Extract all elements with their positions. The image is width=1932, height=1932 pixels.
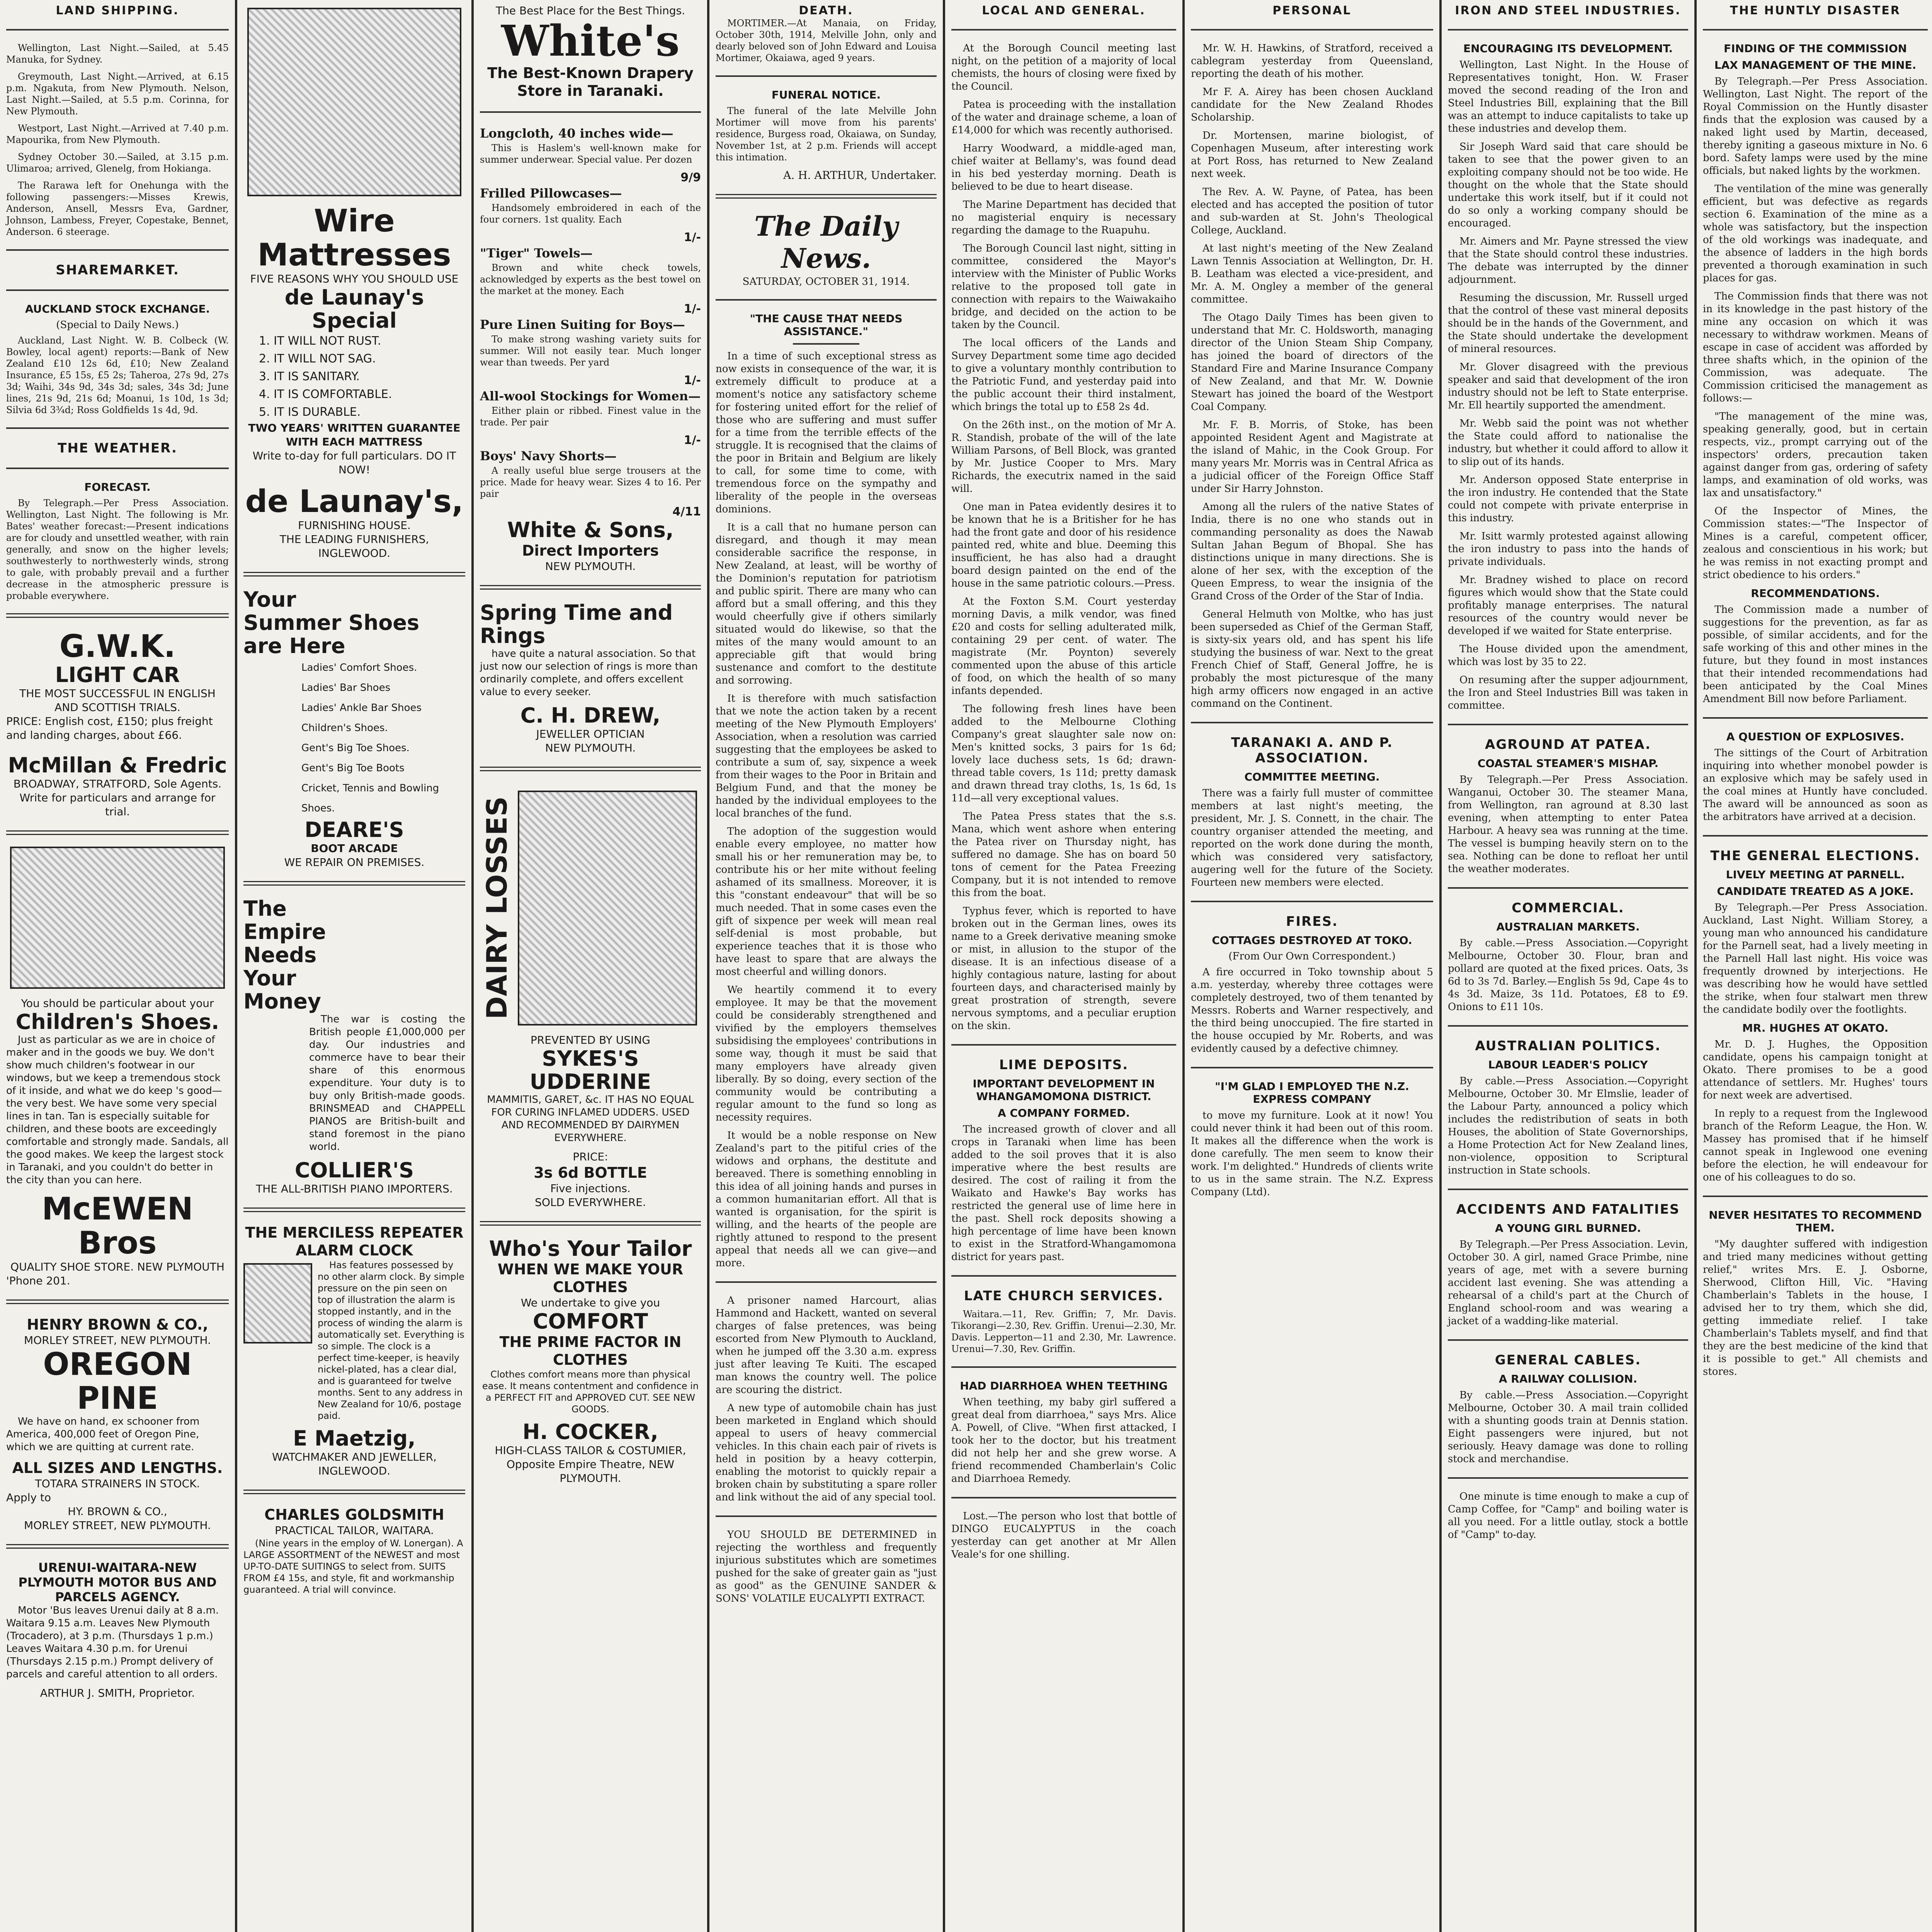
masthead: The Daily News. <box>754 210 898 274</box>
gwk-price: PRICE: English cost, £150; plus freight and landing charges, about £66. <box>6 715 213 742</box>
iron-paragraph: Wellington, Last Night. In the House of Representatives tonight, Hon. W. Fraser moved the second reading of the Iron and Steel Industries Bill, explaining that the Bill was an attempt to induce capitalists to take up these industries and develop them. <box>1448 59 1688 134</box>
cocker-name: H. COCKER, <box>522 1420 658 1444</box>
huntly-paragraph: The ventilation of the mine was generally efficient, but was defective as regards section 6. Examination of the mine as a whole was satisfactory, but the inspection of the old workings was inadequate, and the absence of ladders in the high bords prevented a thorough examination in such places for gas. <box>1703 183 1928 284</box>
dateline: SATURDAY, OCTOBER 31, 1914. <box>742 276 910 287</box>
guarantee-text: TWO YEARS' WRITTEN GUARANTEE WITH EACH MATTRESS <box>248 422 461 448</box>
item-price: 9/9 <box>680 171 701 184</box>
whites-tagline: The Best Place for the Best Things. <box>495 4 685 17</box>
empire-word: Your <box>243 966 296 990</box>
point: 3. IT IS SANITARY. <box>259 370 360 383</box>
hbrown-address: MORLEY STREET, NEW PLYMOUTH. <box>24 1334 211 1347</box>
personal-paragraph: Mr F. A. Airey has been chosen Auckland candidate for the New Zealand Rhodes Scholarship. <box>1191 86 1433 123</box>
maetzig-sub: WATCHMAKER AND JEWELLER, INGLEWOOD. <box>272 1451 437 1477</box>
point: 5. IT IS DURABLE. <box>259 405 361 419</box>
forecast-text: By Telegraph.—Per Press Association. Wellington, Last Night. The following is Mr. Bates' weather forecast:—Present indications are for cloudy and unsettled weather, with rain generally, and snow on the higher levels; southwesterly to northwesterly winds, strong to gale, with probably prevail and a further decrease in the atmospheric pressure is probable everywhere. <box>6 498 229 601</box>
sharemarket-note: (Special to Daily News.) <box>56 319 179 331</box>
lime-text: The increased growth of clover and all crops in Taranaki when lime has been added to the soil proves that it is also imperative where the best results are desired. The cost of railing it from the Waikato and Hawke's Bay works has restricted the general use of lime here in the past. Shell rock deposits showing a high percentage of lime have been known to exist in the Stratford-Whangamomona district for years past. <box>951 1124 1176 1263</box>
lime-subheading-2: A COMPANY FORMED. <box>997 1107 1130 1119</box>
fires-text: A fire occurred in Toko township about 5 a.m. yesterday, whereby three cottages were completely destroyed, two of them tenanted by Messrs. Roberts and Warner respectively, and the third being unoccupied. The fire started in the house occupied by Mr. Roberts, and was evidently caused by a defective chimney. <box>1191 966 1433 1054</box>
item-price: 1/- <box>684 374 701 387</box>
urenui-text: Motor 'Bus leaves Urenui daily at 8 a.m. Waitara 9.15 a.m. Leaves New Plymouth (Trocadero), at 3 p.m. (Thursdays 1 p.m.) Leaves Waitara 4.30 p.m. for Urenui (Thursdays 2.15 p.m.) Prompt delivery of parcels and careful attention to all orders. <box>6 1605 219 1680</box>
funeral-text: The funeral of the late Melville John Mortimer will move from his parents' residence, Burgess road, Okaiawa, on Sunday, November 1st, at 2 p.m. Friends will accept this intimation. <box>716 105 937 163</box>
urenui-ad <box>6 1560 229 1700</box>
are-here-title: are Here <box>243 634 345 658</box>
column-6 <box>1185 4 1439 1932</box>
write-text: Write to-day for full particulars. DO IT NOW! <box>252 449 456 476</box>
sold-text: SOLD EVERYWHERE. <box>535 1196 646 1209</box>
patea-text: By Telegraph.—Per Press Association. Wanganui, October 30. The steamer Mana, from Wellington, ran aground at 8.30 last evening, when attempting to enter Patea Harbour. A heavy sea was running at the time. The vessel is bumping heavily stern on to the sea. Nothing can be done to refloat her until the weather moderates. <box>1448 774 1688 875</box>
summer-shoes-ad <box>243 588 465 869</box>
shoes-intro: You should be particular about your <box>21 997 214 1010</box>
okato-heading: MR. HUGHES AT OKATO. <box>1742 1022 1889 1034</box>
alarm-clock-icon <box>243 1263 312 1344</box>
item-price: 1/- <box>684 231 701 244</box>
shoes-text: Just as particular as we are in choice of maker and in the goods we buy. We don't show much children's footwear in our windows, but we keep a tremendous stock of it inside, and what we do keep 's good—the very best. We have some very special lines in tan. Tan is especially suitable for children, and these boots are exceedingly comfortable and strongly made. Sandals, all the good makes. We keep the largest stock in Taranaki, and you couldn't do better in the city than you can here. <box>6 1034 229 1186</box>
explosives-heading: A QUESTION OF EXPLOSIVES. <box>1726 730 1905 743</box>
local-paragraph: The following fresh lines have been added to the Melbourne Clothing Company's great slaughter sale now on: Men's knitted socks, 3 pairs for 1s 6d; lovely lace duchess sets, 1s 6d; drawn-thread table covers, 1s 11d; pretty damask and drawn thread tray cloths, 1s, 1s 6d, 1s 11d—all very exceptional values. <box>951 703 1176 804</box>
never-heading: NEVER HESITATES TO RECOMMEND THEM. <box>1709 1209 1922 1234</box>
prevented-text: PREVENTED BY USING <box>531 1034 650 1046</box>
empire-word: Needs <box>243 943 317 967</box>
taranaki-text: There was a fairly full muster of committee members at last night's meeting, the president, Mr. J. S. Connett, in the chair. The country organiser attended the meeting, and reported on the work done during the month, which was considered very satisfactory, augering well for the future of the Society. Fourteen new members were elected. <box>1191 787 1433 888</box>
drew-name: C. H. DREW, <box>520 703 661 728</box>
huntly-paragraph: Of the Inspector of Mines, the Commission states:—"The Inspector of Mines is a careful, competent officer, zealous and conscientious in his work; but he was remiss in not exacting prompt and strict obedience to his orders." <box>1703 505 1928 581</box>
commercial-heading: COMMERCIAL. <box>1512 900 1624 916</box>
personal-paragraph: General Helmuth von Moltke, who has just been superseded as Chief of the German Staff, is sixty-six years old, and has spent his life studying the business of war. Next to the great French Chief of Staff, General Joffre, he is probably the most picturesque of the many high army officers now engaged in an active command on the Continent. <box>1191 609 1433 709</box>
local-paragraph: The Borough Council last night, sitting in committee, considered the Mayor's interview with the Minister of Public Works relative to the proposed toll gate in connection with repairs to the Waiwakaiho bridge, and decided on the action to be taken by the Council. <box>951 243 1176 331</box>
gwk-subtitle: LIGHT CAR <box>55 663 180 687</box>
collision-subheading: A RAILWAY COLLISION. <box>1498 1372 1638 1385</box>
item-name: Longcloth, 40 inches wide— <box>480 126 673 141</box>
oregon-text: We have on hand, ex schooner from America, 400,000 feet of Oregon Pine, which we are quitting at current rate. <box>6 1416 200 1453</box>
sykes-text: MAMMITIS, GARET, &c. IT HAS NO EQUAL FOR CURING INFLAMED UDDERS. USED AND RECOMMENDED BY DAIRYMEN EVERYWHERE. <box>487 1094 694 1144</box>
item-price: 1/- <box>684 434 701 447</box>
whites-item <box>480 244 701 316</box>
camp-coffee-ad: One minute is time enough to make a cup of Camp Coffee, for "Camp" and boiling water is all you need. For a little outlay, stock a bottle of "Camp" to-day. <box>1448 1491 1688 1541</box>
church-text: Waitara.—11, Rev. Griffin; 7, Mr. Davis. Tikorangi—2.30, Rev. Griffin. Urenui—2.30, Mr. Davis. Lepperton—11 and 2.30, Mr. Lawrence. Urenui—7.30, Rev. Griffin. <box>951 1309 1176 1354</box>
candidate-subheading: CANDIDATE TREATED AS A JOKE. <box>1717 885 1914 898</box>
shipping-heading: LAND SHIPPING. <box>56 4 179 17</box>
sharemarket-subheading: AUCKLAND STOCK EXCHANGE. <box>25 303 210 315</box>
point: 2. IT WILL NOT SAG. <box>259 352 376 366</box>
local-paragraph: The local officers of the Lands and Survey Department some time ago decided to give a voluntary monthly contribution to the Patriotic Fund, and yesterday paid into the public account their third instalment, which brings the total up to £58 2s 4d. <box>951 337 1176 413</box>
personal-paragraph: Mr. F. B. Morris, of Stoke, has been appointed Resident Agent and Magistrate at the island of Mahic, in the Cook Group. For many years Mr. Morris was in Central Africa as a judicial officer of the Foreign Office Staff under Sir Harry Johnston. <box>1191 419 1433 495</box>
apply-address: MORLEY STREET, NEW PLYMOUTH. <box>24 1519 211 1532</box>
point: 1. IT WILL NOT RUST. <box>259 334 381 348</box>
correspondent-note: (From Our Own Correspondent.) <box>1228 951 1396 962</box>
shoe-list <box>243 658 465 818</box>
shoe-item: Children's Shoes. <box>301 722 388 734</box>
whites-sub: The Best-Known Drapery Store in Taranaki. <box>487 65 694 99</box>
huntly-heading: THE HUNTLY DISASTER <box>1730 4 1901 17</box>
goldsmith-text: (Nine years in the employ of W. Lonergan). A LARGE ASSORTMENT of the NEWEST and most UP-TO-DATE SUITINGS to select from. SUITS FROM £4 15s, and style, fit and workmanship guaranteed. A trial will convince. <box>243 1538 463 1595</box>
iron-steel-heading: IRON AND STEEL INDUSTRIES. <box>1455 4 1681 17</box>
undertaker-name: A. H. ARTHUR, Undertaker. <box>783 169 937 182</box>
shoe-item: Ladies' Bar Shoes <box>301 682 391 694</box>
local-paragraph: Harry Woodward, a middle-aged man, chief waiter at Bellamy's, was found dead in his bed yesterday morning. Death is believed to be due to heart disease. <box>951 143 1176 192</box>
whites-item <box>480 447 701 519</box>
death-heading: DEATH. <box>799 4 854 17</box>
goldsmith-sub: PRACTICAL TAILOR, WAITARA. <box>275 1524 434 1537</box>
column-8 <box>1697 4 1932 1932</box>
taranaki-heading: TARANAKI A. AND P. ASSOCIATION. <box>1231 735 1393 766</box>
whites-item <box>480 387 701 447</box>
huntly-paragraph: By Telegraph.—Per Press Association. Wellington, Last Night. The report of the Royal Commission on the Huntly disaster finds that the explosion was caused by a naked light used by Martin, deceased, thereby igniting a gaseous mixture in No. 6 bord. Safety lamps were used by the mine officials, but naked lights by the workmen. <box>1703 76 1928 177</box>
explosives-text: The sittings of the Court of Arbitration inquiring into whether monobel powder is an explosive which may be safely used in the coal mines at Huntly have concluded. The award will be announced as soon as the arbitrators have arrived at a decision. <box>1703 747 1928 823</box>
local-paragraph: The Patea Press states that the s.s. Mana, which went ashore when entering the Patea river on Thursday night, has suffered no damage. She has on board 50 tons of cement for the Patea Freezing Company, but it is not intended to remove this from the boat. <box>951 811 1176 899</box>
local-paragraph: At the Borough Council meeting last night, on the petition of a majority of local chemists, the hours of closing were fixed by the Council. <box>951 43 1176 92</box>
collision-text: By cable.—Press Association.—Copyright Melbourne, October 30. A mail train collided with a shunting goods train at Dennis station. Eight passengers were injured, but not seriously. Heavy damage was done to rolling stock and merchandise. <box>1448 1389 1688 1465</box>
colliers-name: COLLIER'S <box>294 1158 414 1182</box>
accidents-heading: ACCIDENTS AND FATALITIES <box>1456 1202 1680 1217</box>
editorial-title: "THE CAUSE THAT NEEDS ASSISTANCE." <box>750 312 903 338</box>
price-label: PRICE: <box>573 1150 608 1163</box>
iron-paragraph: On resuming after the supper adjournment, the Iron and Steel Industries Bill was taken in committee. <box>1448 674 1688 711</box>
recommendations-text: The Commission made a number of suggestions for the prevention, as far as possible, of similar accidents, and for the safe working of this and other mines in the future, but they found in most instances that their intended recommendations had been anticipated by the Coal Mines Amendment Bill now before Parliament. <box>1703 604 1928 705</box>
whites-name: White's <box>501 16 680 66</box>
politics-subheading: LABOUR LEADER'S POLICY <box>1488 1058 1648 1071</box>
editorial-paragraph: It would be a noble response on New Zealand's part to the pitiful cries of the widows and orphans, the destitute and bereaved. There is something ennobling in this idea of all joining hands and purses in a common humanitarian effort. All that is wanted is organisation, for the spirit is willing, and the hearts of the people are rightly attuned to respond to the present appeal that needs all we can give—and more. <box>716 1130 937 1269</box>
gwk-ad <box>6 629 229 819</box>
editorial-paragraph: The adoption of the suggestion would enable every employee, no matter how small his or her remuneration may be, to contribute his or her mite without feeling ashamed of its smallness. Moreover, it is this "constant endeavour" that will be so much needed. That in some cases even the gift of sixpence per week will mean real self-denial is most probable, but experience teaches that it is those who have least to spare that are always the most cheerful and willing donors. <box>716 826 937 978</box>
column-7 <box>1442 4 1694 1932</box>
arcade-text: BOOT ARCADE <box>311 842 398 855</box>
sander-ad: YOU SHOULD BE DETERMINED in rejecting the worthless and frequently injurious substitutes which are sometimes pushed for the sake of greater gain as "just as good" as the GENUINE SANDER & SONS' VOLATILE EUCALYPTI EXTRACT. <box>716 1529 937 1604</box>
lime-subheading: IMPORTANT DEVELOPMENT IN WHANGAMOMONA DISTRICT. <box>973 1077 1155 1103</box>
iron-paragraph: Mr. Anderson opposed State enterprise in the iron industry. He contended that the State could not compete with private enterprise in this industry. <box>1448 474 1688 524</box>
tailor-title: Who's Your Tailor <box>489 1236 692 1261</box>
delaunay-name: de Launay's, <box>245 483 464 519</box>
diarrhoea-text: When teething, my baby girl suffered a great deal from diarrhoea," says Mrs. Alice A. Powell, of Clive. "When first attacked, I took her to the doctor, but his treatment did not help her and she grew worse. A friend recommended Chamberlain's Colic and Diarrhoea Remedy. <box>951 1396 1176 1485</box>
mattress-points <box>243 332 465 421</box>
item-name: "Tiger" Towels— <box>480 246 593 260</box>
children-illustration <box>10 847 225 989</box>
local-paragraph: Patea is proceeding with the installation of the water and drainage scheme, a loan of £14,000 for which was recently authorised. <box>951 99 1176 136</box>
direct-importers: Direct Importers <box>522 542 659 559</box>
iron-paragraph: Mr. Bradney wished to place on record figures which would show that the State could profitably manage enterprises. The natural resources of the country would never be developed if we waited for State enterprise. <box>1448 574 1688 637</box>
item-name: Frilled Pillowcases— <box>480 186 622 201</box>
cables-heading: GENERAL CABLES. <box>1495 1352 1641 1368</box>
huntly-paragraph: "The management of the mine was, speaking generally, good, but in certain respects, viz., prompt carrying out of the inspectors' orders, precaution taken against danger from gas, ordering of safety lamps, and examination of old works, was lax and unsatisfactory." <box>1703 411 1928 499</box>
mcewen-phone: 'Phone 201. <box>6 1274 70 1287</box>
undertake-text: We undertake to give you <box>520 1296 660 1309</box>
whites-ad <box>480 4 701 100</box>
whites-item <box>480 184 701 244</box>
item-desc: Either plain or ribbed. Finest value in the trade. Per pair <box>480 405 701 428</box>
item-desc: This is Haslem's well-known make for summer underwear. Special value. Per dozen <box>480 143 701 165</box>
express-heading: "I'M GLAD I EMPLOYED THE N.Z. EXPRESS COMPANY <box>1215 1080 1409 1105</box>
mattress-ad <box>243 204 465 560</box>
cocker-ad <box>480 1237 701 1485</box>
goldsmith-name: CHARLES GOLDSMITH <box>264 1506 444 1523</box>
whites-items <box>480 124 701 519</box>
wire-title: Wire <box>314 203 395 239</box>
forecast-heading: FORECAST. <box>84 481 151 493</box>
maetzig-name: E Maetzig, <box>293 1426 416 1451</box>
recommendations-heading: RECOMMENDATIONS. <box>1751 587 1880 600</box>
spring-title: Spring Time and Rings <box>480 600 673 648</box>
shoe-item: Ladies' Comfort Shoes. <box>301 662 417 673</box>
mcmillan-address: BROADWAY, STRATFORD, Sole Agents. <box>13 777 222 790</box>
your-word: Your <box>243 587 296 612</box>
whites-location: NEW PLYMOUTH. <box>545 560 636 573</box>
editorial-paragraph: In a time of such exceptional stress as now exists in consequence of the war, it is extremely difficult to produce at a moment's notice any satisfactory scheme for fostering united effort for the relief of those who are suffering and must suffer for a time from the terrible effects of the struggle. It is recognised that the claims of the poor in Britain and Belgium are likely to call, for some time to come, with tremendous force on the sympathy and liberality of the people in the overseas dominions. <box>716 350 937 515</box>
shoe-item: Gent's Big Toe Shoes. <box>301 742 410 754</box>
goldsmith-ad <box>243 1506 465 1595</box>
empire-text: The war is costing the British people £1,000,000 per day. Our industries and commerce have to bear their share of this enormous expenditure. Your duty is to buy only British-made goods. BRINSMEAD and CHAPPELL PIANOS are British-built and stand foremost in the piano world. <box>309 1014 465 1153</box>
local-general-heading: LOCAL AND GENERAL. <box>982 4 1146 17</box>
sykes-title: SYKES'S UDDERINE <box>529 1046 651 1094</box>
personal-paragraph: Dr. Mortensen, marine biologist, of Copenhagen Museum, after interesting work at Port Ross, has returned to New Zealand next week. <box>1191 130 1433 180</box>
tailor-text: Clothes comfort means more than physical ease. It means contentment and confidence in a PERFECT FIT and APPROVED CUT. SEE NEW GOODS. <box>482 1369 699 1415</box>
gwk-text: THE MOST SUCCESSFUL IN ENGLISH AND SCOTTISH TRIALS. <box>19 687 216 714</box>
lost-notice: Lost.—The person who lost that bottle of DINGO EUCALYPTUS in the coach yesterday can get another at Mr Allen Veale's for one shilling. <box>951 1510 1176 1560</box>
sharemarket-text: Auckland, Last Night. W. B. Colbeck (W. Bowley, local agent) reports:—Bank of New Zealand £10 12s 6d, £10; New Zealand Insurance, £5 15s, £5 2s; Taheroa, 27s 9d, 27s 3d; Waihi, 34s 9d, 34s 3d; sales, 34s 3d; June lines, 21s 9d, 21s 6d; Moanui, 1s 10d, 1s 3d; Silvia 6d 3¾d; Ross Goldfields 1s 4d, 9d. <box>6 335 229 415</box>
item-desc: Handsomely embroidered in each of the four corners. 1st quality. Each <box>480 202 701 225</box>
personal-paragraph: At last night's meeting of the New Zealand Lawn Tennis Association at Wellington, Dr. H. B. Leatham was elected a vice-president, and Mr. A. M. Ongley a member of the general committee. <box>1191 243 1433 305</box>
deare-name: DEARE'S <box>304 818 404 842</box>
inglewood-text: In reply to a request from the Inglewood branch of the Reform League, the Hon. W. Massey has promised that if he himself cannot speak in Inglewood one evening before the election, he will endeavour for one of his colleagues to do so. <box>1703 1108 1928 1183</box>
reasons-text: FIVE REASONS WHY YOU SHOULD USE <box>250 272 459 285</box>
local-paragraph: The Marine Department has decided that no magisterial enquiry is necessary regarding the damage to the Ruapuhu. <box>951 199 1176 236</box>
politics-heading: AUSTRALIAN POLITICS. <box>1475 1038 1661 1054</box>
empire-word: The <box>243 896 287 921</box>
prime-text: THE PRIME FACTOR IN CLOTHES <box>499 1333 682 1368</box>
whites-sons: White & Sons, <box>507 518 674 542</box>
point: 4. IT IS COMFORTABLE. <box>259 388 392 401</box>
hbrown-name: HENRY BROWN & CO., <box>27 1316 208 1333</box>
huntly-subheading-2: LAX MANAGEMENT OF THE MINE. <box>1714 59 1917 71</box>
item-name: All-wool Stockings for Women— <box>480 389 701 403</box>
patea-heading: AGROUND AT PATEA. <box>1485 737 1651 752</box>
item-desc: Brown and white check towels, acknowledged by experts as the best towel on the market at the money. Each <box>480 262 701 296</box>
local-paragraph: Typhus fever, which is reported to have broken out in the German lines, owes its name to a Greek derivative meaning smoke or mist, in allusion to the stupor of the disease. It is an infectious disease of a highly contagious nature, lasting for about fourteen days, and characterised mainly by great prostration of strength, severe nervous symptoms, and a peculiar eruption on the skin. <box>951 905 1176 1032</box>
item-price: 1/- <box>684 302 701 316</box>
price-value: 3s 6d BOTTLE <box>534 1164 647 1181</box>
markets-subheading: AUSTRALIAN MARKETS. <box>1496 920 1640 933</box>
death-notice: MORTIMER.—At Manaia, on Friday, October 30th, 1914, Melville John, only and dearly beloved son of John Edward and Louisa Mortimer, Okaiawa, aged 9 years. <box>716 18 937 63</box>
drew-location: NEW PLYMOUTH. <box>545 742 636 754</box>
totara-text: TOTARA STRAINERS IN STOCK. <box>35 1477 200 1490</box>
apply-name: HY. BROWN & CO., <box>68 1505 167 1518</box>
sykes-ad <box>480 783 701 1209</box>
huntly-paragraph: The Commission finds that there was not in its knowledge in the past history of the mine any occasion on which it was necessary to withdraw workmen. Means of escape in case of accident was afforded by three shafts which, in the opinion of the Commission, was adequate. The Commission criticised the management as follows:— <box>1703 291 1928 404</box>
local-paragraph: On the 26th inst., on the motion of Mr A. R. Standish, probate of the will of the late William Parsons, of Bell Block, was granted by Mr. Justice Cooper to Mrs. Mary Richards, the executrix named in the said will. <box>951 419 1176 495</box>
column-2 <box>237 4 471 1932</box>
gwk-title: G.W.K. <box>59 628 176 664</box>
elections-text: By Telegraph.—Per Press Association. Auckland, Last Night. William Storey, a young man who announced his candidature for the Parnell seat, had a lively meeting in the Parnell Hall last night. His voice was frequently drowned by interjections. He was describing how he would have settled the strike, when four stalwart men threw the candidate bodily over the footlights. <box>1703 902 1928 1015</box>
personal-heading: PERSONAL <box>1272 4 1352 17</box>
diarrhoea-heading: HAD DIARRHOEA WHEN TEETHING <box>960 1379 1168 1392</box>
shipping-item: Sydney October 30.—Sailed, at 3.15 p.m. Ulimaroa; arrived, Glenelg, from Hokianga. <box>6 151 229 174</box>
repeater-title: THE MERCILESS REPEATER ALARM CLOCK <box>245 1224 464 1259</box>
local-paragraph: At the Foxton S.M. Court yesterday morning Davis, a milk vendor, was fined £20 and costs for selling adulterated milk, containing 29 per cent. of water. The magistrate (Mr. Poynton) severely commented upon the abuse of this article of food, on which the health of so many infants depended. <box>951 596 1176 697</box>
mcewen-name: McEWEN Bros <box>42 1191 193 1261</box>
shipping-item: Greymouth, Last Night.—Arrived, at 6.15 p.m. Ngakuta, from New Plymouth. Nelson, Last Night.—Sailed, at 5.5 p.m. Corinna, for New Plymouth. <box>6 71 229 117</box>
personal-paragraph: Among all the rulers of the native States of India, there is no one who stands out in commanding personality as does the Nawab Sultan Jahan Begum of Bhopal. She has distinctions unique in many directions. She is alone of her sex, with the exception of the Queen Empress, to wear the insignia of the Grand Cross of the Order of the Star of India. <box>1191 501 1433 602</box>
special-title: de Launay's Special <box>284 285 424 333</box>
column-3 <box>474 4 707 1932</box>
whenwe-text: WHEN WE MAKE YOUR CLOTHES <box>497 1261 684 1296</box>
personal-paragraph: Mr. W. H. Hawkins, of Stratford, received a cablegram yesterday from Queensland, reporting the death of his mother. <box>1191 43 1433 80</box>
shipping-item: Westport, Last Night.—Arrived at 7.40 p.m. Mapourika, from New Plymouth. <box>6 123 229 145</box>
empire-word: Money <box>243 989 321 1014</box>
injections-text: Five injections. <box>550 1182 631 1195</box>
iron-paragraph: Mr. Isitt warmly protested against allowing the iron industry to pass into the hands of private individuals. <box>1448 531 1688 568</box>
drew-sub: JEWELLER OPTICIAN <box>536 728 645 740</box>
repeater-ad <box>243 1224 465 1478</box>
cow-illustration <box>518 791 697 1026</box>
comfort-text: COMFORT <box>532 1309 648 1333</box>
item-desc: A really useful blue serge trousers at the price. Made for heavy wear. Sizes 4 to 16. Per pair <box>480 465 701 499</box>
shoes-title: Children's Shoes. <box>15 1010 219 1034</box>
shoes-ad <box>6 997 229 1288</box>
item-price: 4/11 <box>672 505 701 519</box>
parnell-subheading: LIVELY MEETING AT PARNELL. <box>1726 868 1905 881</box>
shoe-item: Gent's Big Toe Boots <box>301 762 405 774</box>
iron-paragraph: Sir Joseph Ward said that care should be taken to see that the power given to an exploiting company should not be too wide. He thought on the whole that the State should undertake this work itself, but if it could not do so only a working company should be encouraged. <box>1448 141 1688 229</box>
iron-paragraph: Resuming the discussion, Mr. Russell urged that the control of these vast mineral deposits should be in the hands of the Government, and the State should undertake the development of mineral resources. <box>1448 292 1688 355</box>
item-name: Boys' Navy Shorts— <box>480 449 617 463</box>
personal-paragraph: The Otago Daily Times has been given to understand that Mr. C. Holdsworth, managing director of the Union Steam Ship Company, has joined the board of directors of the Standard Fire and Marine Insurance Company of New Zealand, and that Mr. W. Downie Stewart has joined the board of the Westport Coal Company. <box>1191 312 1433 413</box>
lime-heading: LIME DEPOSITS. <box>999 1057 1129 1073</box>
item-desc: To make strong washing variety suits for summer. Will not easily tear. Much longer wear than tweeds. Per yard <box>480 334 701 368</box>
huntly-subheading: FINDING OF THE COMMISSION <box>1723 42 1907 55</box>
mcmillan-note: Write for particulars and arrange for trial. <box>19 791 216 818</box>
column-4 <box>709 4 943 1932</box>
shoe-item: Ladies' Ankle Bar Shoes <box>301 702 422 714</box>
committee-subheading: COMMITTEE MEETING. <box>1244 770 1380 783</box>
iron-paragraph: Mr. Webb said the point was not whether the State could afford to nationalise the industry, but whether it could afford to allow it to slip out of its hands. <box>1448 418 1688 468</box>
column-5 <box>945 4 1182 1932</box>
burned-subheading: A YOUNG GIRL BURNED. <box>1495 1222 1641 1235</box>
editorial-paragraph: It is therefore with much satisfaction that we note the action taken by a recent meeting of the New Plymouth Employers' Association, when a resolution was carried suggesting that the employees be asked to contribute a sum of, say, sixpence a week from their wages to the Poor in Britain and Belgium Fund, and that the money be handed by the individual employees to the local branches of the fund. <box>716 693 937 819</box>
sizes-text: ALL SIZES AND LENGTHS. <box>12 1459 223 1476</box>
drew-ad <box>480 601 701 755</box>
iron-paragraph: Mr. Glover disagreed with the previous speaker and said that development of the iron industry should not be left to State enterprise. Mr. Ell heartily supported the amendment. <box>1448 361 1688 411</box>
fires-heading: FIRES. <box>1286 914 1338 929</box>
personal-paragraph: The Rev. A. W. Payne, of Patea, has been elected and has accepted the position of tutor and sub-warden at St. John's Theological College, Auckland. <box>1191 186 1433 236</box>
colliers-sub: THE ALL-BRITISH PIANO IMPORTERS. <box>256 1182 453 1195</box>
mattress-hand-illustration <box>247 8 461 196</box>
mcmillan-name: McMillan & Fredric <box>8 753 227 777</box>
empire-word: Empire <box>243 920 326 944</box>
iron-paragraph: Mr. Aimers and Mr. Payne stressed the view that the State should control these industries. The debate was interrupted by the dinner adjournment. <box>1448 236 1688 286</box>
dairy-losses-title: DAIRY LOSSES <box>481 796 513 1020</box>
shoe-item: Cricket, Tennis and Bowling Shoes. <box>301 782 439 814</box>
burned-text: By Telegraph.—Per Press Association. Levin, October 30. A girl, named Grace Primbe, nine years of age, met with a severe burning accident last evening. She was attending a rehearsal of a child's part at the Church of England school-room and was wearing a jacket of a wadding-like material. <box>1448 1239 1688 1327</box>
news-paragraph: A new type of automobile chain has just been marketed in England which should appeal to users of heavy commercial vehicles. In this chain each pair of rivets is held in position by a heavy cotterpin, enabling the motorist to quickly repair a broken chain by substituting a spare roller and link without the aid of any special tool. <box>716 1402 937 1503</box>
church-heading: LATE CHURCH SERVICES. <box>964 1288 1164 1304</box>
cottages-subheading: COTTAGES DESTROYED AT TOKO. <box>1212 934 1412 947</box>
mattresses-title: Mattresses <box>257 237 451 273</box>
elections-heading: THE GENERAL ELECTIONS. <box>1710 848 1920 864</box>
shipping-item: The Rarawa left for Onehunga with the following passengers:—Misses Krewis, Anderson, Ansell, Messrs Eva, Gardner, Johnson, Lambess, Freyer, Copestake, Bennet, Anderson. 6 steerage. <box>6 180 229 237</box>
shipping-item: Wellington, Last Night.—Sailed, at 5.45 Manuka, for Sydney. <box>6 43 229 65</box>
oregon-title: OREGON PINE <box>43 1346 192 1416</box>
empire-ad <box>243 897 465 1196</box>
urenui-sign: ARTHUR J. SMITH, Proprietor. <box>40 1687 195 1699</box>
express-text: to move my furniture. Look at it now! You could never think it had been out of this room. It makes all the difference when the work is done carefully. The men seem to know their work. I'm delighted." Hundreds of clients write to us in the same strain. The N.Z. Express Company (Ltd). <box>1191 1110 1433 1198</box>
spring-text: have quite a natural association. So that just now our selection of rings is more than ordinarily complete, and offers excellent value to every seeker. <box>480 648 698 698</box>
repair-text: WE REPAIR ON PREMISES. <box>284 856 425 869</box>
item-name: Pure Linen Suiting for Boys— <box>480 317 685 332</box>
column-1 <box>0 4 235 1932</box>
apply-label: Apply to <box>6 1491 51 1504</box>
news-paragraph: A prisoner named Harcourt, alias Hammond and Hackett, wanted on several charges of false pretences, was being escorted from New Plymouth to Auckland, when he jumped off the 3.30 a.m. express just after leaving Te Kuiti. The escaped man knows the country well. The police are scouring the district. <box>716 1295 937 1396</box>
weather-heading: THE WEATHER. <box>58 440 177 456</box>
funeral-heading: FUNERAL NOTICE. <box>771 88 881 101</box>
leading-text: THE LEADING FURNISHERS, <box>279 533 429 546</box>
okato-text: Mr. D. J. Hughes, the Opposition candidate, opens his campaign tonight at Okato. There promises to be a good attendance of settlers. Mr. Hughes' tours for next week are advertised. <box>1703 1039 1928 1101</box>
mcewen-sub: QUALITY SHOE STORE. NEW PLYMOUTH <box>10 1260 224 1273</box>
whites-item <box>480 316 701 387</box>
never-text: "My daughter suffered with indigestion and tried many medicines without getting relief," writes Mrs. E. J. Osborne, Sherwood, Clifton Hill, Vic. "Having Chamberlain's Tablets in the house, I advised her to try them, which she did, getting immediate relief. I take Chamberlain's Tablets myself, and find that they are the best medicine of the kind that it is possible to get." All chemists and stores. <box>1703 1238 1928 1378</box>
iron-steel-subheading: ENCOURAGING ITS DEVELOPMENT. <box>1463 42 1673 55</box>
patea-subheading: COASTAL STEAMER'S MISHAP. <box>1477 757 1659 770</box>
local-paragraph: One man in Patea evidently desires it to be known that he is a Britisher for he has had the front gate and door of his residence painted red, white and blue. Deeming this insufficient, he has also had a draught board design painted on the end of the house in the same patriotic colours.—Press. <box>951 501 1176 589</box>
sharemarket-heading: SHAREMARKET. <box>56 262 179 278</box>
cocker-sub: HIGH-CLASS TAILOR & COSTUMIER, Opposite Empire Theatre, NEW PLYMOUTH. <box>495 1444 686 1485</box>
repeater-text: Has features possessed by no other alarm clock. By simple pressure on the pin seen on top of illustration the alarm is stopped instantly, and in the process of winding the alarm is automatically set. Everything is so simple. The clock is a perfect time-keeper, is heavily nickel-plated, has a clear dial, and is guaranteed for twelve months. Sent to any address in New Zealand for 10/6, postage paid. <box>318 1260 465 1421</box>
whites-item <box>480 124 701 184</box>
hbrown-ad <box>6 1316 229 1532</box>
urenui-title: URENUI-WAITARA-NEW PLYMOUTH MOTOR BUS AND PARCELS AGENCY. <box>18 1560 217 1604</box>
editorial-paragraph: We heartily commend it to every employee. It may be that the movement could be considerably strengthened and vivified by the employers themselves subsidising the employees' contributions in some way, though it must be said that many employers have already given liberally. By so doing, every section of the community would be contributing a regular amount to the fund so long as necessity requires. <box>716 984 937 1123</box>
editorial-paragraph: It is a call that no humane person can disregard, and though it may mean considerable sacrifice the response, in New Zealand, at least, will be worthy of the Dominion's reputation for patriotism and public spirit. There are many who can afford but a small offering, and this they would cheerfully give if others similarly situated would do likewise, so that the mites of the many would amount to an appreciable gift that would bring sustenance and comfort to the destitute and sorrowing. <box>716 522 937 686</box>
markets-text: By cable.—Press Association.—Copyright Melbourne, October 30. Flour, bran and pollard are quoted at the fixed prices. Oats, 3s 6d to 3s 7d. Barley.—English 5s 9d, Cape 4s to 4s 3d. Maize, 3s 11d. Potatoes, £8 to £9. Onions to £11 10s. <box>1448 937 1688 1013</box>
summer-shoes-title: Summer Shoes <box>243 611 420 635</box>
inglewood-text: INGLEWOOD. <box>318 547 391 560</box>
iron-paragraph: The House divided upon the amendment, which was lost by 35 to 22. <box>1448 643 1688 668</box>
politics-text: By cable.—Press Association.—Copyright Melbourne, October 30. Mr Elmslie, leader of the Labour Party, announced a policy which includes the redistribution of seats in both Houses, the abolition of State Governorships, a Home Protection Act for New Zealand lines, non-violence, opposition to Scriptural instruction in State schools. <box>1448 1075 1688 1176</box>
furnishing-text: FURNISHING HOUSE. <box>298 519 411 532</box>
